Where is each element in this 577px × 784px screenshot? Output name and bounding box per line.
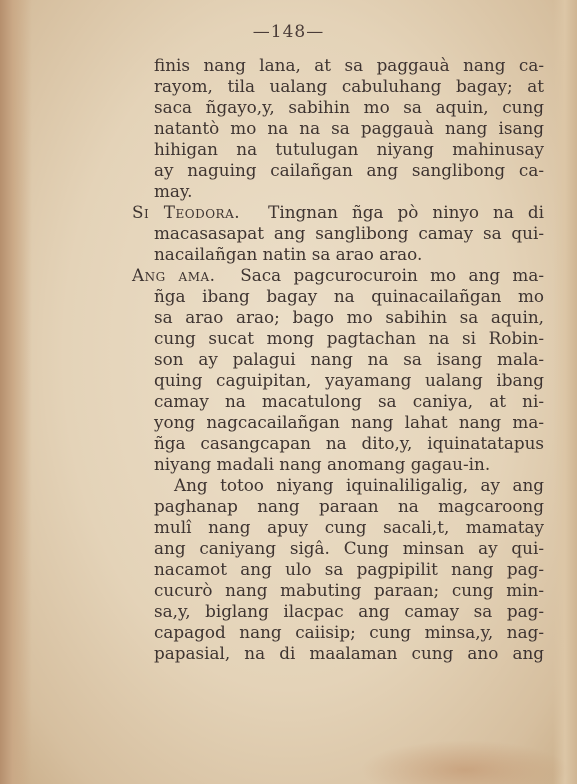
text-line: may. (154, 181, 193, 201)
speaker-name: Ang ama. (132, 265, 216, 285)
page-number: —148— (252, 22, 325, 42)
text-line: hihigan na tutulugan niyang mahinusay (154, 139, 544, 159)
text-line: cucurò nang mabuting paraan; cung min- (154, 580, 544, 600)
paper-stain (360, 740, 570, 784)
text-line: saca ñgayo,y, sabihin mo sa aquin, cung (154, 97, 544, 117)
text-line: natantò mo na na sa paggauà nang isang (154, 118, 544, 138)
text-line: ñga casangcapan na dito,y, iquinatatapus (154, 433, 544, 453)
text-line: sa arao arao; bago mo sabihin sa aquin, (154, 307, 544, 327)
dialogue-paragraph (132, 202, 544, 265)
page-edge (553, 0, 577, 784)
text-line: cung sucat mong pagtachan na si Robin- (154, 328, 544, 348)
text-line: yong nagcacailañgan nang lahat nang ma- (154, 412, 544, 432)
text-line: rayom, tila ualang cabuluhang bagay; at (154, 76, 544, 96)
text-fragment: Tingnan ñga pò ninyo na di (268, 202, 545, 222)
text-line: niyang madali nang anomang gagau-in. (154, 454, 491, 474)
text-line: paghanap nang paraan na magcaroong (154, 496, 544, 516)
text-line (132, 265, 544, 286)
text-line: camay na macatulong sa caniya, at ni- (154, 391, 544, 411)
text-line: macasasapat ang sanglibong camay sa qui- (154, 223, 544, 243)
text-line: sa,y, biglang ilacpac ang camay sa pag- (154, 601, 544, 621)
body-text (132, 55, 544, 664)
text-line (132, 202, 544, 223)
paragraph (154, 475, 544, 664)
text-fragment: Saca pagcurocuroin mo ang ma- (240, 265, 544, 285)
text-line: papasial, na di maalaman cung ano ang (154, 643, 544, 663)
text-line: son ay palagui nang na sa isang mala- (154, 349, 544, 369)
dialogue-paragraph (132, 265, 544, 475)
binding-edge (0, 0, 32, 784)
text-line: ay naguing cailañgan ang sanglibong ca- (154, 160, 544, 180)
text-line: quing caguipitan, yayamang ualang ibang (154, 370, 544, 390)
text-line: ñga ibang bagay na quinacailañgan mo (154, 286, 544, 306)
text-line: mulî nang apuy cung sacali,t, mamatay (154, 517, 544, 537)
text-line: finis nang lana, at sa paggauà nang ca- (154, 55, 544, 75)
text-line: ang caniyang sigâ. Cung minsan ay qui- (154, 538, 544, 558)
text-line: nacamot ang ulo sa pagpipilit nang pag- (154, 559, 544, 579)
paragraph (154, 55, 544, 202)
text-line: Ang totoo niyang iquinaliligalig, ay ang (174, 475, 544, 495)
speaker-name: Si Teodora. (132, 202, 241, 222)
text-line: nacailañgan natin sa arao arao. (154, 244, 423, 264)
text-line: capagod nang caiisip; cung minsa,y, nag- (154, 622, 544, 642)
